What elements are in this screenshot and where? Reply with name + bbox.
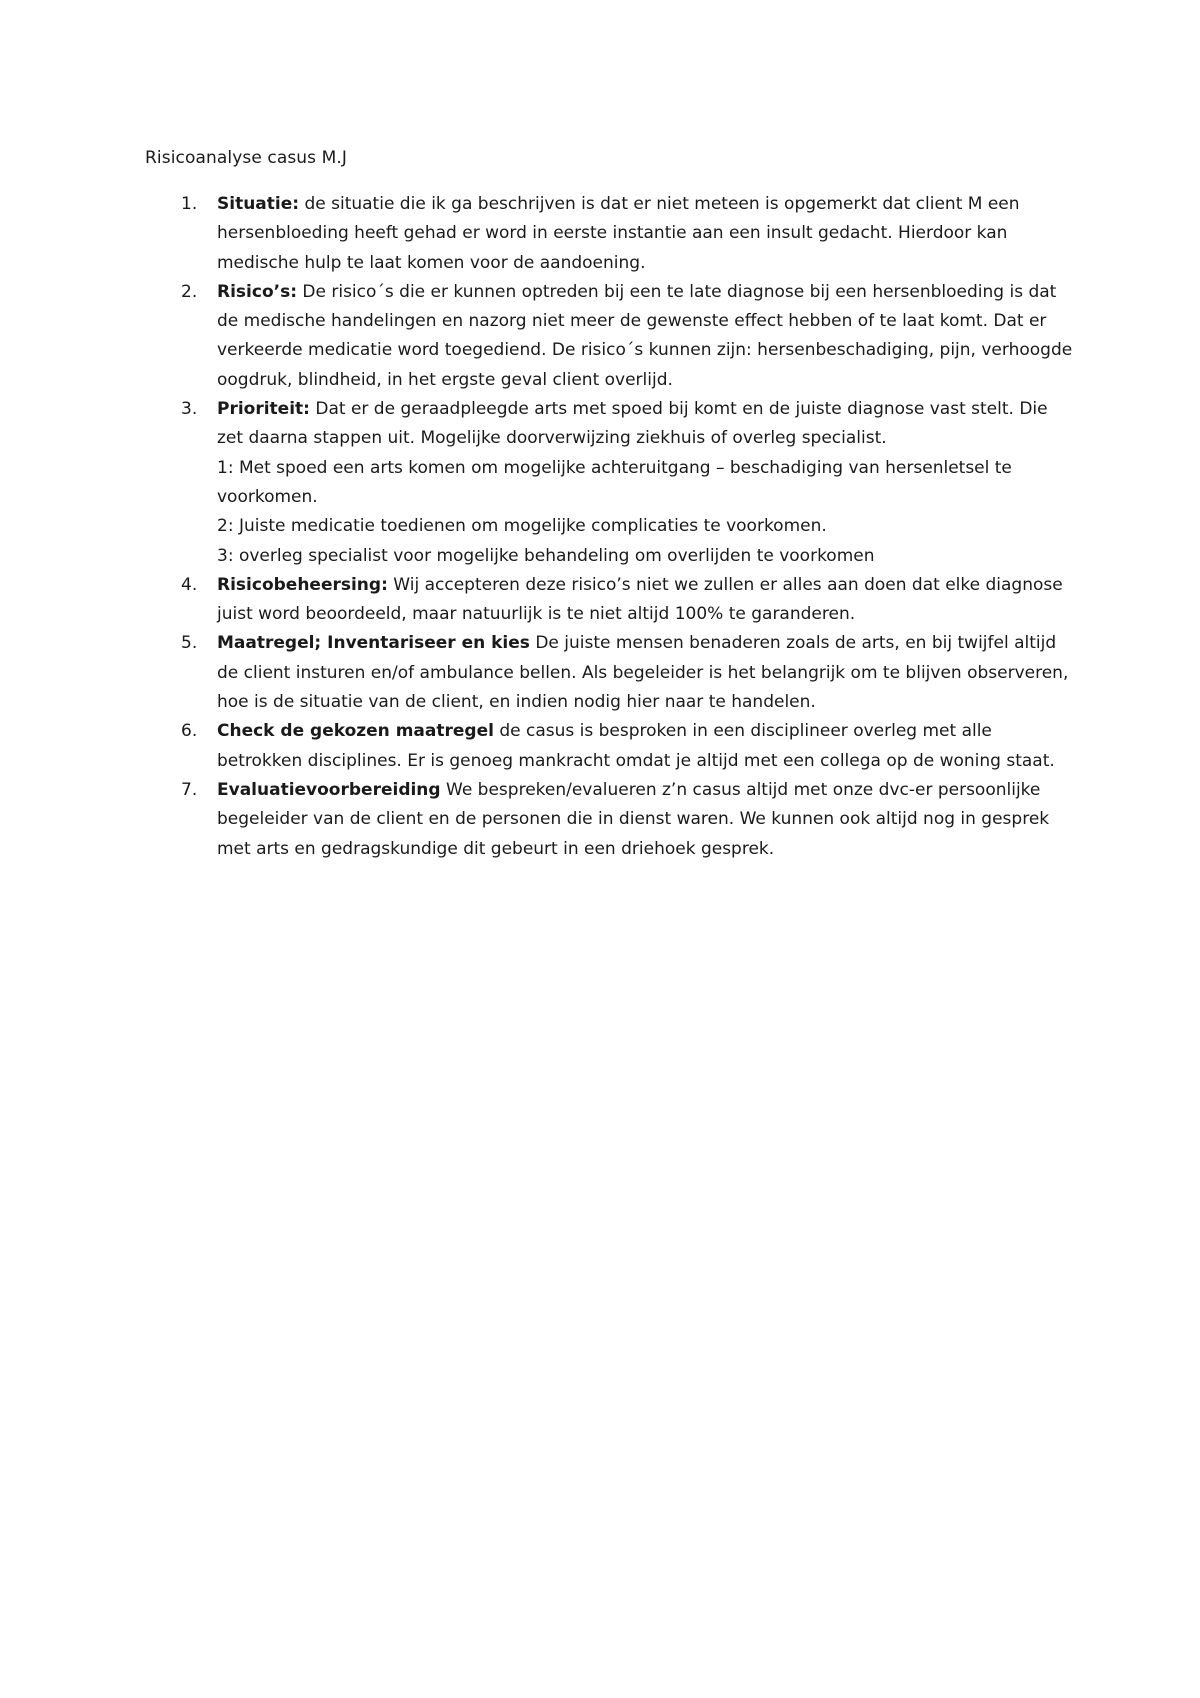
- item-heading: Maatregel; Inventariseer en kies: [217, 633, 530, 654]
- document-title: Risicoanalyse casus M.J: [145, 148, 348, 168]
- item-number: 5.: [181, 633, 198, 654]
- list-item: [145, 571, 1075, 630]
- item-text: Dat er de geraadpleegde arts met spoed bij komt en de juiste diagnose vast stelt. Die zet daarna stappen uit. Mogelijke doorverwijzing ziekhuis of overleg specialist.: [217, 399, 1048, 449]
- item-number: 2.: [181, 281, 198, 302]
- list-item: [145, 278, 1075, 395]
- item-heading: Risicobeheersing:: [217, 574, 388, 595]
- list-item: [145, 717, 1075, 776]
- item-heading: Risico’s:: [217, 281, 297, 302]
- item-heading: Check de gekozen maatregel: [217, 721, 494, 742]
- item-text: de situatie die ik ga beschrijven is dat er niet meteen is opgemerkt dat client M een hersenbloeding heeft gehad er word in eerste instantie aan een insult gedacht. Hierdoor kan medische hulp te laat komen voor de aandoening.: [217, 194, 1020, 273]
- item-number: 1.: [181, 194, 198, 214]
- item-text: We bespreken/evalueren z’n casus altijd met onze dvc-er persoonlijke begeleider van de client en de personen die in dienst waren. We kunnen ook altijd nog in gesprek met arts en gedragskundige dit gebeurt in een driehoek gesprek.: [217, 779, 1050, 859]
- item-heading: Evaluatievoorbereiding: [217, 779, 441, 800]
- item-text: De risico´s die er kunnen optreden bij een te late diagnose bij een hersenbloeding is dat de medische handelingen en nazorg niet meer de gewenste effect hebben of te laat komt. Dat er verkeerde medicatie word toegediend. De risico´s kunnen zijn: hersenbeschadiging, pijn, verhoogde oogdruk, blindheid, in het ergste geval client overlijd.: [217, 281, 1073, 390]
- item-text: De juiste mensen benaderen zoals de arts, en bij twijfel altijd de client insturen en/of ambulance bellen. Als begeleider is het belangrijk om te blijven observeren, hoe is de situatie van de client, en indien nodig hier naar te handelen.: [217, 633, 1069, 713]
- priority-step-1: 1: Met spoed een arts komen om mogelijke achteruitgang – beschadiging van hersenletsel te voorkomen.: [217, 457, 1012, 507]
- list-item: [145, 395, 1075, 571]
- item-text: de casus is besproken in een disciplineer overleg met alle betrokken disciplines. Er is genoeg mankracht omdat je altijd met een collega op de woning staat.: [217, 721, 1055, 771]
- list-item: [145, 776, 1075, 864]
- list-item: [145, 190, 1075, 278]
- item-heading: Prioriteit:: [217, 399, 310, 420]
- risk-analysis-list: [145, 190, 1075, 864]
- item-text: Wij accepteren deze risico’s niet we zullen er alles aan doen dat elke diagnose juist word beoordeeld, maar natuurlijk is te niet altijd 100% te garanderen.: [217, 574, 1063, 625]
- priority-step-3: 3: overleg specialist voor mogelijke behandeling om overlijden te voorkomen: [217, 545, 875, 566]
- item-number: 7.: [181, 779, 198, 800]
- item-number: 3.: [181, 399, 198, 420]
- item-number: 4.: [181, 574, 198, 595]
- item-heading: Situatie:: [217, 194, 300, 214]
- priority-step-2: 2: Juiste medicatie toedienen om mogelijke complicaties te voorkomen.: [217, 516, 827, 537]
- item-number: 6.: [181, 721, 198, 742]
- list-item: [145, 629, 1075, 717]
